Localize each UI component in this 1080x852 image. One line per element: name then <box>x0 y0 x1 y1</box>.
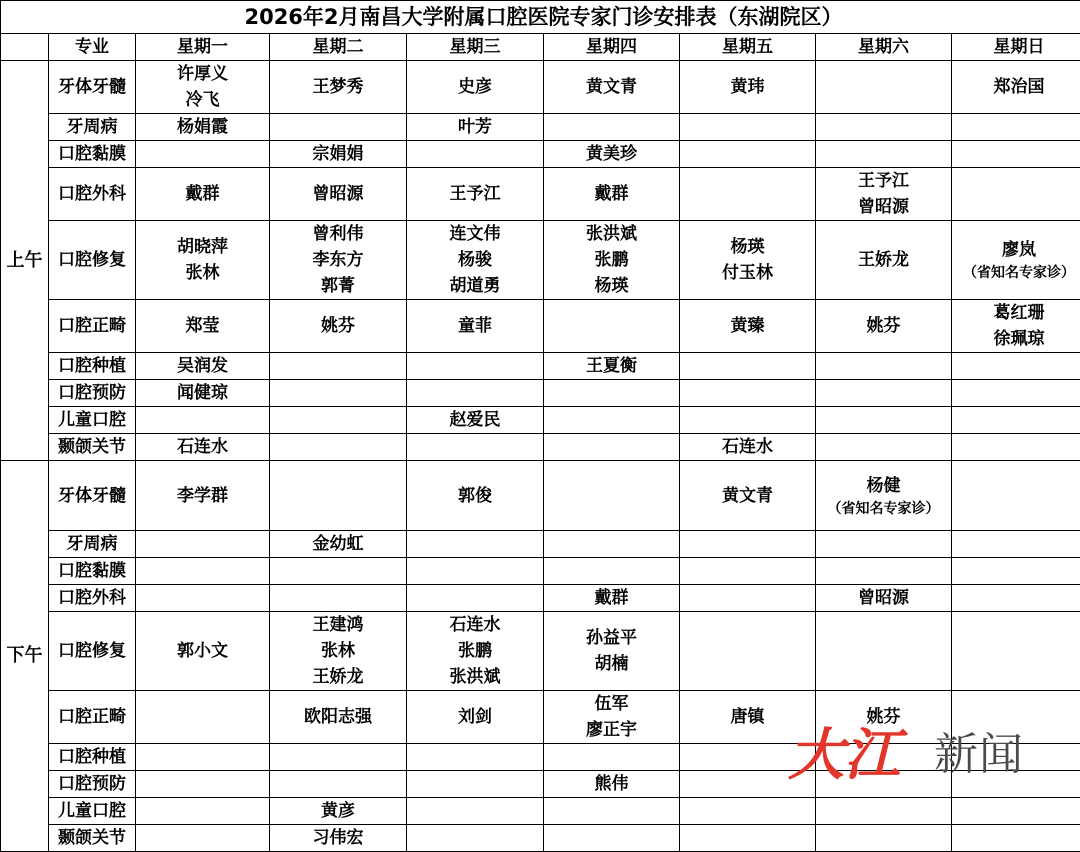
department-label: 口腔种植 <box>49 353 136 380</box>
schedule-cell <box>136 744 270 771</box>
schedule-cell <box>680 798 816 825</box>
schedule-cell <box>407 300 544 353</box>
schedule-row <box>1 558 1080 585</box>
schedule-cell <box>544 798 680 825</box>
schedule-cell <box>407 531 544 558</box>
schedule-cell <box>136 407 270 434</box>
schedule-cell <box>136 825 270 852</box>
schedule-cell <box>136 61 270 114</box>
department-label: 牙周病 <box>49 114 136 141</box>
doctor-name: 黄文青 <box>680 483 815 509</box>
schedule-cell <box>136 141 270 168</box>
schedule-cell <box>816 353 952 380</box>
schedule-cell <box>407 691 544 744</box>
schedule-cell <box>270 612 407 691</box>
schedule-cell <box>270 61 407 114</box>
schedule-cell <box>544 300 680 353</box>
schedule-cell <box>680 531 816 558</box>
schedule-cell <box>680 353 816 380</box>
schedule-cell <box>544 141 680 168</box>
schedule-cell <box>816 300 952 353</box>
schedule-row <box>1 407 1080 434</box>
schedule-cell <box>952 114 1080 141</box>
schedule-cell <box>952 798 1080 825</box>
schedule-cell <box>270 825 407 852</box>
schedule-row <box>1 825 1080 852</box>
schedule-cell <box>816 434 952 461</box>
schedule-cell <box>136 691 270 744</box>
header-day-5: 星期五 <box>680 34 816 61</box>
schedule-cell <box>544 744 680 771</box>
department-label: 口腔正畸 <box>49 691 136 744</box>
schedule-cell <box>407 771 544 798</box>
schedule-cell <box>136 168 270 221</box>
schedule-row <box>1 168 1080 221</box>
schedule-cell <box>136 461 270 531</box>
schedule-cell <box>680 825 816 852</box>
schedule-cell <box>270 691 407 744</box>
schedule-cell <box>270 558 407 585</box>
doctor-name: 胡晓萍 <box>136 234 269 260</box>
schedule-cell <box>680 558 816 585</box>
doctor-name: 廖岚 <box>952 237 1080 263</box>
header-specialty: 专业 <box>49 34 136 61</box>
schedule-cell <box>136 353 270 380</box>
schedule-cell <box>544 61 680 114</box>
header-day-1: 星期一 <box>136 34 270 61</box>
schedule-cell <box>136 380 270 407</box>
header-day-3: 星期三 <box>407 34 544 61</box>
doctor-name: 黄臻 <box>680 313 815 339</box>
department-label: 牙周病 <box>49 531 136 558</box>
schedule-cell <box>136 771 270 798</box>
schedule-cell <box>270 744 407 771</box>
doctor-name: 许厚义 <box>136 61 269 87</box>
schedule-cell <box>270 300 407 353</box>
doctor-name: 王娇龙 <box>816 247 951 273</box>
schedule-cell <box>952 353 1080 380</box>
schedule-cell <box>816 558 952 585</box>
schedule-cell <box>270 461 407 531</box>
doctor-name: 张林 <box>270 638 406 664</box>
header-day-4: 星期四 <box>544 34 680 61</box>
doctor-name: 黄文青 <box>544 74 679 100</box>
period-label: 下午 <box>1 461 49 852</box>
doctor-name: 金幼虹 <box>270 531 406 557</box>
doctor-name: 伍军 <box>544 691 679 717</box>
doctor-name: 冷飞 <box>136 87 269 113</box>
schedule-cell <box>952 612 1080 691</box>
schedule-cell <box>136 531 270 558</box>
schedule-cell <box>816 168 952 221</box>
schedule-cell <box>270 407 407 434</box>
doctor-name: 张鹏 <box>544 247 679 273</box>
schedule-row <box>1 300 1080 353</box>
department-label: 颞颌关节 <box>49 825 136 852</box>
doctor-name: 王梦秀 <box>270 74 406 100</box>
schedule-cell <box>270 531 407 558</box>
schedule-cell <box>816 114 952 141</box>
dajiang-news-watermark <box>788 722 1058 788</box>
schedule-row <box>1 531 1080 558</box>
schedule-cell <box>136 114 270 141</box>
doctor-name: 黄彦 <box>270 798 406 824</box>
schedule-row <box>1 798 1080 825</box>
doctor-name: 史彦 <box>407 74 543 100</box>
department-label: 口腔黏膜 <box>49 558 136 585</box>
doctor-name: 叶芳 <box>407 114 543 140</box>
schedule-cell <box>407 407 544 434</box>
doctor-name: 黄玮 <box>680 74 815 100</box>
doctor-name: 吴润发 <box>136 353 269 379</box>
schedule-cell <box>407 61 544 114</box>
doctor-name: 宗娟娟 <box>270 141 406 167</box>
schedule-row <box>1 612 1080 691</box>
schedule-cell <box>680 585 816 612</box>
schedule-cell <box>816 612 952 691</box>
doctor-name: 欧阳志强 <box>270 704 406 730</box>
schedule-cell <box>136 798 270 825</box>
watermark-red-text: 大江 <box>788 722 900 788</box>
doctor-name: 曾利伟 <box>270 221 406 247</box>
schedule-cell <box>952 531 1080 558</box>
doctor-name: 刘剑 <box>407 704 543 730</box>
schedule-cell <box>680 61 816 114</box>
department-label: 口腔正畸 <box>49 300 136 353</box>
doctor-name: 胡楠 <box>544 651 679 677</box>
schedule-cell <box>270 114 407 141</box>
doctor-name: 戴群 <box>544 585 679 611</box>
schedule-cell <box>136 585 270 612</box>
department-label: 口腔预防 <box>49 771 136 798</box>
schedule-cell <box>407 353 544 380</box>
doctor-name: 胡道勇 <box>407 273 543 299</box>
schedule-cell <box>952 585 1080 612</box>
schedule-cell <box>816 798 952 825</box>
doctor-name: 姚芬 <box>816 704 951 730</box>
schedule-cell <box>680 221 816 300</box>
schedule-cell <box>407 221 544 300</box>
doctor-name: 熊伟 <box>544 771 679 797</box>
expert-note: （省知名专家诊） <box>952 263 1080 283</box>
schedule-cell <box>270 221 407 300</box>
schedule-row <box>1 461 1080 531</box>
doctor-name: 习伟宏 <box>270 825 406 851</box>
schedule-cell <box>136 558 270 585</box>
doctor-name: 童菲 <box>407 313 543 339</box>
schedule-cell <box>816 407 952 434</box>
doctor-name: 姚芬 <box>270 313 406 339</box>
schedule-cell <box>544 114 680 141</box>
schedule-cell <box>136 221 270 300</box>
doctor-name: 张洪斌 <box>544 221 679 247</box>
schedule-cell <box>136 612 270 691</box>
schedule-cell <box>680 461 816 531</box>
doctor-name: 唐镇 <box>680 704 815 730</box>
schedule-cell <box>544 407 680 434</box>
doctor-name: 付玉林 <box>680 260 815 286</box>
doctor-name: 石连水 <box>680 434 815 460</box>
doctor-name: 王予江 <box>816 168 951 194</box>
schedule-cell <box>544 221 680 300</box>
schedule-cell <box>407 141 544 168</box>
schedule-cell <box>680 407 816 434</box>
schedule-cell <box>680 114 816 141</box>
schedule-cell <box>407 168 544 221</box>
schedule-row <box>1 141 1080 168</box>
doctor-name: 张林 <box>136 260 269 286</box>
doctor-name: 杨瑛 <box>544 273 679 299</box>
department-label: 颞颌关节 <box>49 434 136 461</box>
schedule-cell <box>407 612 544 691</box>
schedule-cell <box>407 380 544 407</box>
doctor-name: 杨瑛 <box>680 234 815 260</box>
schedule-cell <box>544 531 680 558</box>
schedule-cell <box>816 585 952 612</box>
header-day-7: 星期日 <box>952 34 1080 61</box>
schedule-cell <box>680 434 816 461</box>
schedule-cell <box>136 300 270 353</box>
schedule-cell <box>407 114 544 141</box>
doctor-name: 杨骏 <box>407 247 543 273</box>
department-label: 儿童口腔 <box>49 407 136 434</box>
doctor-name: 廖正宇 <box>544 717 679 743</box>
period-label: 上午 <box>1 61 49 461</box>
schedule-cell <box>952 168 1080 221</box>
schedule-cell <box>816 141 952 168</box>
doctor-name: 葛红珊 <box>952 300 1080 326</box>
expert-note: （省知名专家诊） <box>816 499 951 519</box>
doctor-name: 徐珮琼 <box>952 326 1080 352</box>
schedule-cell <box>544 691 680 744</box>
department-label: 口腔黏膜 <box>49 141 136 168</box>
schedule-cell <box>544 353 680 380</box>
schedule-row <box>1 114 1080 141</box>
schedule-cell <box>544 825 680 852</box>
doctor-name: 王娇龙 <box>270 664 406 690</box>
schedule-row <box>1 585 1080 612</box>
doctor-name: 王予江 <box>407 181 543 207</box>
doctor-name: 赵爱民 <box>407 407 543 433</box>
department-label: 口腔种植 <box>49 744 136 771</box>
department-label: 牙体牙髓 <box>49 61 136 114</box>
schedule-cell <box>270 141 407 168</box>
schedule-cell <box>270 353 407 380</box>
doctor-name: 姚芬 <box>816 313 951 339</box>
schedule-cell <box>544 612 680 691</box>
doctor-name: 戴群 <box>136 181 269 207</box>
doctor-name: 郑莹 <box>136 313 269 339</box>
schedule-cell <box>270 168 407 221</box>
schedule-cell <box>952 380 1080 407</box>
schedule-cell <box>544 168 680 221</box>
doctor-name: 王建鸿 <box>270 612 406 638</box>
schedule-cell <box>544 558 680 585</box>
doctor-name: 曾昭源 <box>816 585 951 611</box>
doctor-name: 郑治国 <box>952 74 1080 100</box>
department-label: 牙体牙髓 <box>49 461 136 531</box>
schedule-cell <box>816 531 952 558</box>
schedule-cell <box>136 434 270 461</box>
department-label: 儿童口腔 <box>49 798 136 825</box>
doctor-name: 王夏衡 <box>544 353 679 379</box>
schedule-cell <box>407 585 544 612</box>
schedule-cell <box>270 798 407 825</box>
schedule-cell <box>952 434 1080 461</box>
schedule-row <box>1 434 1080 461</box>
department-label: 口腔修复 <box>49 612 136 691</box>
schedule-row <box>1 353 1080 380</box>
schedule-cell <box>544 461 680 531</box>
doctor-name: 连文伟 <box>407 221 543 247</box>
department-label: 口腔修复 <box>49 221 136 300</box>
doctor-name: 郭俊 <box>407 483 543 509</box>
department-label: 口腔外科 <box>49 585 136 612</box>
doctor-name: 郭菁 <box>270 273 406 299</box>
schedule-cell <box>407 825 544 852</box>
schedule-row <box>1 61 1080 114</box>
schedule-cell <box>407 461 544 531</box>
doctor-name: 杨娟霞 <box>136 114 269 140</box>
schedule-cell <box>680 300 816 353</box>
department-label: 口腔预防 <box>49 380 136 407</box>
doctor-name: 曾昭源 <box>816 194 951 220</box>
schedule-cell <box>407 744 544 771</box>
schedule-cell <box>680 168 816 221</box>
header-row <box>1 34 1080 61</box>
schedule-cell <box>270 380 407 407</box>
doctor-name: 杨健 <box>816 473 951 499</box>
doctor-name: 李东方 <box>270 247 406 273</box>
doctor-name: 石连水 <box>407 612 543 638</box>
schedule-cell <box>544 771 680 798</box>
header-day-6: 星期六 <box>816 34 952 61</box>
schedule-cell <box>816 461 952 531</box>
doctor-name: 曾昭源 <box>270 181 406 207</box>
schedule-cell <box>407 558 544 585</box>
schedule-cell <box>952 825 1080 852</box>
schedule-cell <box>952 558 1080 585</box>
schedule-cell <box>270 434 407 461</box>
doctor-name: 张洪斌 <box>407 664 543 690</box>
schedule-cell <box>816 61 952 114</box>
schedule-cell <box>544 380 680 407</box>
schedule-cell <box>952 141 1080 168</box>
schedule-cell <box>544 434 680 461</box>
doctor-name: 闻健琼 <box>136 380 269 406</box>
doctor-name: 石连水 <box>136 434 269 460</box>
schedule-title: 2026年2月南昌大学附属口腔医院专家门诊安排表（东湖院区） <box>1 1 1080 34</box>
schedule-cell <box>680 141 816 168</box>
department-label: 口腔外科 <box>49 168 136 221</box>
doctor-name: 黄美珍 <box>544 141 679 167</box>
header-corner <box>1 34 49 61</box>
schedule-cell <box>544 585 680 612</box>
schedule-cell <box>270 771 407 798</box>
schedule-cell <box>952 300 1080 353</box>
doctor-name: 郭小文 <box>136 638 269 664</box>
schedule-cell <box>952 407 1080 434</box>
schedule-cell <box>952 61 1080 114</box>
schedule-row <box>1 221 1080 300</box>
schedule-cell <box>680 380 816 407</box>
schedule-cell <box>816 221 952 300</box>
schedule-cell <box>952 221 1080 300</box>
schedule-cell <box>816 825 952 852</box>
watermark-gray-text: 新闻 <box>934 726 1024 784</box>
doctor-name: 戴群 <box>544 181 679 207</box>
schedule-cell <box>407 434 544 461</box>
schedule-row <box>1 380 1080 407</box>
doctor-name: 李学群 <box>136 483 269 509</box>
schedule-cell <box>680 612 816 691</box>
header-day-2: 星期二 <box>270 34 407 61</box>
schedule-cell <box>816 380 952 407</box>
doctor-name: 孙益平 <box>544 625 679 651</box>
schedule-cell <box>407 798 544 825</box>
schedule-cell <box>270 585 407 612</box>
schedule-cell <box>952 461 1080 531</box>
doctor-name: 张鹏 <box>407 638 543 664</box>
